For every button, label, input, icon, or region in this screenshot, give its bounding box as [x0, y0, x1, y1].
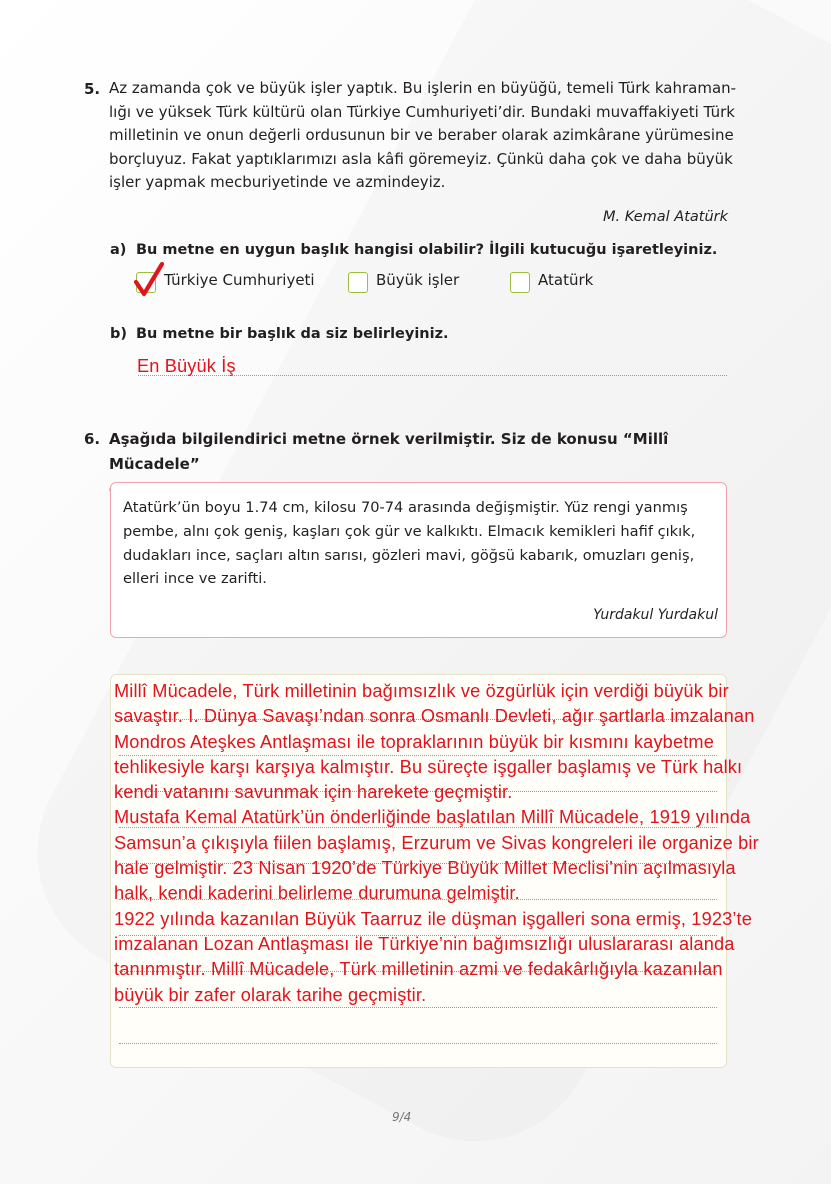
question-5-line: milletinin ve onun değerli ordusunun bir ve beraber olarak azimkârane yürümesine [109, 126, 734, 145]
quote-author: M. Kemal Atatürk [602, 209, 728, 225]
sub-question-b-label: b) [110, 326, 128, 342]
example-author: Yurdakul Yurdakul [593, 607, 718, 623]
sub-question-b-text: Bu metne bir başlık da siz belirleyiniz. [136, 326, 449, 342]
example-line: dudakları ince, saçları altın sarısı, gözleri mavi, göğsü kabarık, omuzları geniş, [123, 546, 695, 564]
page-number: 9/4 [392, 1110, 412, 1124]
essay-line: hale gelmiştir. 23 Nisan 1920’de Türkiye Büyük Millet Meclisi’nin açılmasıyla [114, 858, 736, 879]
essay-line: tehlikesiyle karşı karşıya kalmıştır. Bu süreçte işgaller başlamış ve Türk halkı [114, 756, 743, 777]
question-5-line: lığı ve yüksek Türk kültürü olan Türkiye Cumhuriyeti’dir. Bundaki muvaffakiyeti Türk [109, 102, 735, 121]
option-checkbox-ataturk[interactable] [510, 272, 530, 293]
question-6-number: 6. [84, 430, 101, 448]
question-5-line: Az zamanda çok ve büyük işler yaptık. Bu işlerin en büyüğü, temeli Türk kahraman- [109, 79, 737, 97]
handwritten-essay-answer[interactable] [114, 679, 826, 1008]
example-line: pembe, alnı çok geniş, kaşları çok gür ve kalkıktı. Elmacık kemikleri hafif çıkık, [123, 522, 696, 540]
essay-line: kendi vatanını savunmak için harekete geçmiştir. [114, 782, 513, 803]
example-text-box [110, 482, 727, 638]
option-label-ataturk: Atatürk [538, 271, 594, 289]
question-5-text [109, 77, 739, 195]
option-checkbox-buyuk-isler[interactable] [348, 272, 368, 293]
example-line: elleri ince ve zarifti. [123, 570, 267, 588]
sub-question-a-label: a) [110, 242, 127, 258]
question-5-line: borçluyuz. Fakat yaptıklarımızı asla kâfi göremeyiz. Çünkü daha çok ve daha büyük [109, 149, 733, 168]
example-line: Atatürk’ün boyu 1.74 cm, kilosu 70-74 arasında değişmiştir. Yüz rengi yanmış [123, 499, 688, 516]
sub-question-a-text: Bu metne en uygun başlık hangisi olabilir? İlgili kutucuğu işaretleyiniz. [136, 242, 718, 258]
essay-line: savaştır. I. Dünya Savaşı’ndan sonra Osmanlı Devleti, ağır şartlarla imzalanan [114, 706, 755, 727]
question-5-line: işler yapmak mecburiyetinde ve azmindeyiz. [109, 173, 446, 192]
essay-line: Mondros Ateşkes Antlaşması ile topraklarının büyük bir kısmını kaybetme [114, 731, 714, 752]
option-label-turkiye-cumhuriyeti: Türkiye Cumhuriyeti [164, 271, 315, 289]
essay-line: Mustafa Kemal Atatürk’ün önderliğinde başlatılan Millî Mücadele, 1919 yılında [114, 807, 751, 828]
essay-line: tanınmıştır. Millî Mücadele, Türk milletinin azmi ve fedakârlığıyla kazanılan [114, 959, 723, 980]
essay-line: Samsun’a çıkışıyla fiilen başlamış, Erzurum ve Sivas kongreleri ile organize bir [114, 832, 759, 853]
essay-line: imzalanan Lozan Antlaşması ile Türkiye’nin bağımsızlığı uluslararası alanda [114, 933, 735, 954]
essay-line: büyük bir zafer olarak tarihe geçmiştir. [114, 984, 427, 1005]
example-text [123, 496, 723, 591]
question-6-line: Aşağıda bilgilendirici metne örnek verilmiştir. Siz de konusu “Millî Mücadele” [109, 430, 669, 473]
question-5-number: 5. [84, 80, 101, 98]
essay-line: 1922 yılında kazanılan Büyük Taarruz ile düşman işgalleri sona ermiş, 1923’te [114, 908, 753, 929]
option-label-buyuk-isler: Büyük işler [376, 271, 460, 289]
red-checkmark-icon [130, 260, 166, 300]
writing-line [119, 1043, 717, 1044]
essay-line: halk, kendi kaderini belirleme durumuna gelmiştir. [114, 883, 520, 904]
essay-line: Millî Mücadele, Türk milletinin bağımsızlık ve özgürlük için verdiği büyük bir [114, 681, 729, 701]
handwritten-title-answer[interactable]: En Büyük İş [137, 356, 236, 376]
